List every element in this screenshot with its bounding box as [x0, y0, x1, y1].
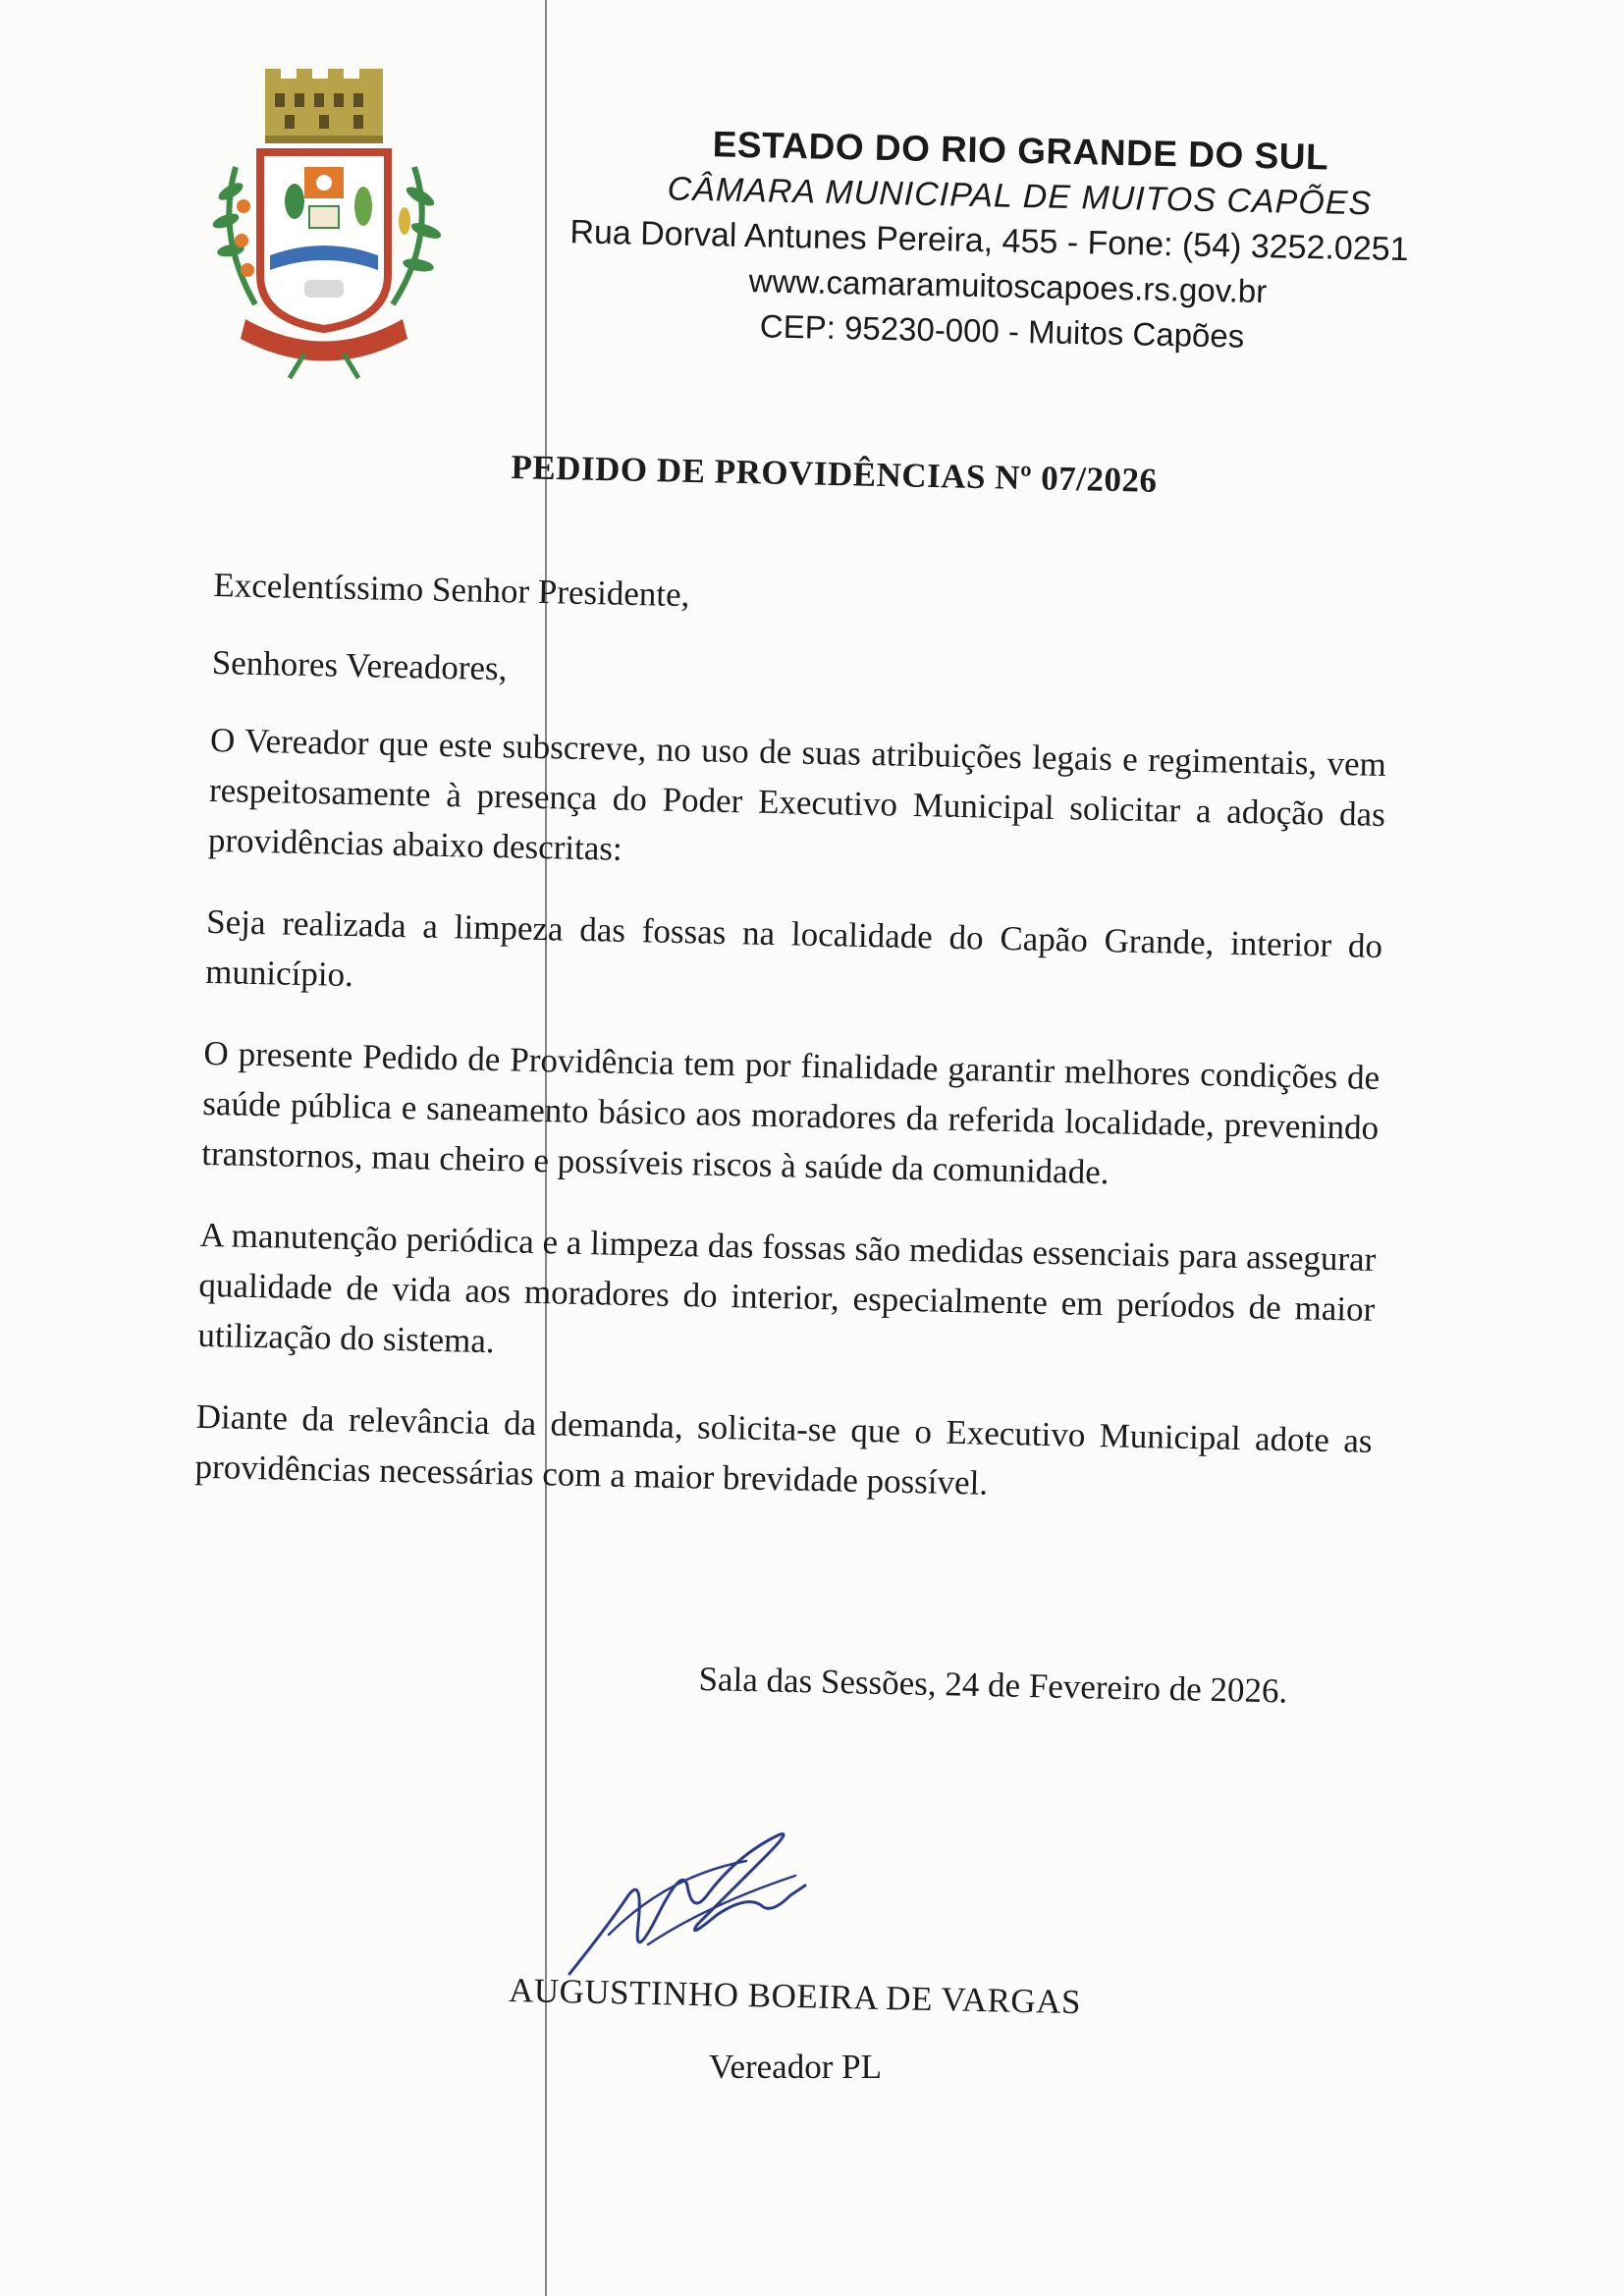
body-paragraph-request: Seja realizada a limpeza das fossas na localidade do Capão Grande, interior do município. [204, 902, 1383, 995]
date-line: Sala das Sessões, 24 de Fevereiro de 2026. [698, 1660, 1288, 1711]
salutation-councilors: Senhores Vereadores, [211, 642, 508, 688]
salutation-president: Excelentíssimo Senhor Presidente, [213, 565, 690, 615]
signer-name: AUGUSTINHO BOEIRA DE VARGAS [508, 1971, 1082, 2022]
letterhead [506, 118, 1473, 363]
letterhead-address: Rua Dorval Antunes Pereira, 455 - Fone: (54) 3252.0251 [569, 213, 1409, 269]
document-title: PEDIDO DE PROVIDÊNCIAS Nº 07/2026 [511, 448, 1158, 500]
letterhead-website: www.camaramuitoscapoes.rs.gov.br [748, 262, 1268, 310]
laurel-left-icon [211, 167, 255, 304]
coat-of-arms-icon [196, 59, 452, 383]
letterhead-state: ESTADO DO RIO GRANDE DO SUL [712, 124, 1329, 178]
shield-icon [260, 152, 388, 329]
letterhead-chamber: CÂMARA MUNICIPAL DE MUITOS CAPÕES [667, 170, 1373, 223]
crown-icon [265, 69, 383, 143]
handwritten-signature-icon [550, 1817, 874, 1994]
body-paragraph-intro: O Vereador que este subscreve, no uso de suas atribuições legais e regimentais, vem respeitosamente à presença do Poder Executivo Municipal solicitar a adoção das providências abaixo descritas: [207, 720, 1387, 868]
body-paragraph-conclusion: Diante da relevância da demanda, solicita-se que o Executivo Municipal adote as providências necessárias com a maior brevidade possível. [194, 1396, 1373, 1503]
body-paragraph-maintenance: A manutenção periódica e a limpeza das fossas são medidas essenciais para assegurar qualidade de vida aos moradores do interior, especialmente em períodos de maior utilização do sistema. [197, 1215, 1377, 1361]
corn-right-icon [393, 167, 443, 304]
document-body [193, 560, 1389, 1548]
body-paragraph-purpose: O presente Pedido de Providência tem por finalidade garantir melhores condições de saúde pública e saneamento básico aos moradores da referida localidade, prevenindo transtornos, mau cheiro e possíveis riscos à saúde da comunidade. [200, 1033, 1380, 1192]
signer-role: Vereador PL [709, 2048, 882, 2086]
letterhead-cep: CEP: 95230-000 - Muitos Capões [759, 307, 1245, 355]
